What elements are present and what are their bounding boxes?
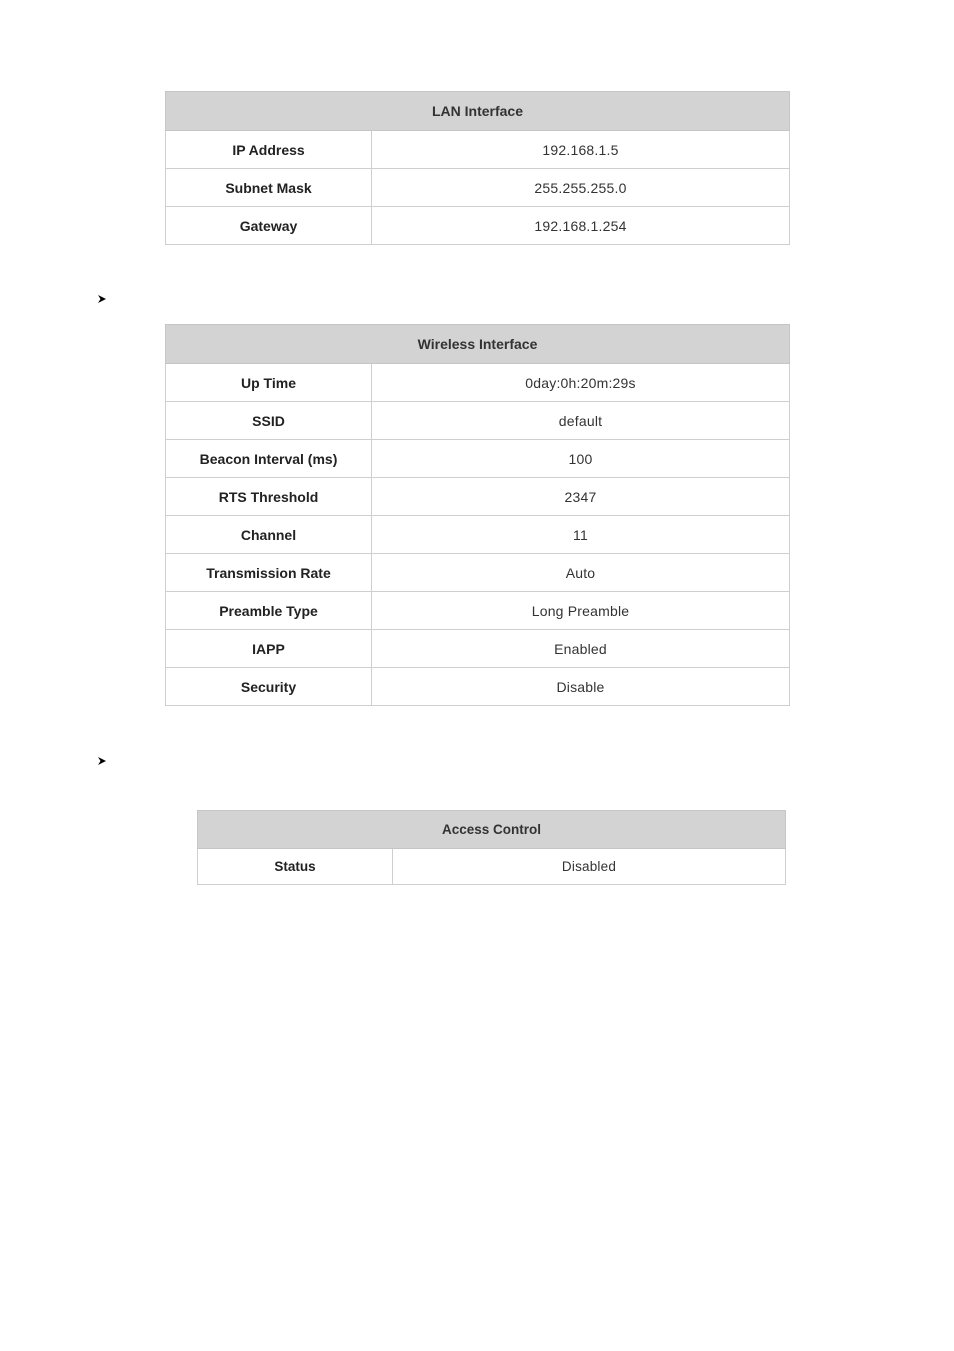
table-row	[166, 554, 790, 592]
lan-interface-table	[165, 91, 790, 245]
table-row	[166, 131, 790, 169]
ssid-value: default	[372, 402, 790, 440]
table-row	[166, 668, 790, 706]
security-value: Disable	[372, 668, 790, 706]
gateway-label: Gateway	[166, 207, 372, 245]
table-row	[166, 207, 790, 245]
ssid-label: SSID	[166, 402, 372, 440]
access-control-header-row	[198, 811, 786, 849]
iapp-label: IAPP	[166, 630, 372, 668]
beacon-interval-label: Beacon Interval (ms)	[166, 440, 372, 478]
lan-interface-title: LAN Interface	[166, 92, 790, 131]
table-row	[166, 478, 790, 516]
access-control-table	[197, 810, 786, 885]
lan-interface-header-row	[166, 92, 790, 131]
beacon-interval-value: 100	[372, 440, 790, 478]
table-row	[166, 364, 790, 402]
preamble-type-value: Long Preamble	[372, 592, 790, 630]
table-row	[166, 592, 790, 630]
rts-threshold-label: RTS Threshold	[166, 478, 372, 516]
wireless-interface-title: Wireless Interface	[166, 325, 790, 364]
channel-label: Channel	[166, 516, 372, 554]
table-row	[166, 440, 790, 478]
table-row	[166, 402, 790, 440]
arrowhead-bullet-icon	[96, 755, 108, 767]
security-label: Security	[166, 668, 372, 706]
wireless-interface-table	[165, 324, 790, 706]
up-time-label: Up Time	[166, 364, 372, 402]
rts-threshold-value: 2347	[372, 478, 790, 516]
transmission-rate-label: Transmission Rate	[166, 554, 372, 592]
status-label: Status	[198, 849, 393, 885]
arrowhead-bullet-icon	[96, 293, 108, 305]
subnet-mask-label: Subnet Mask	[166, 169, 372, 207]
status-value: Disabled	[393, 849, 786, 885]
transmission-rate-value: Auto	[372, 554, 790, 592]
iapp-value: Enabled	[372, 630, 790, 668]
gateway-value: 192.168.1.254	[372, 207, 790, 245]
ip-address-value: 192.168.1.5	[372, 131, 790, 169]
up-time-value: 0day:0h:20m:29s	[372, 364, 790, 402]
preamble-type-label: Preamble Type	[166, 592, 372, 630]
channel-value: 11	[372, 516, 790, 554]
table-row	[166, 516, 790, 554]
access-control-title: Access Control	[198, 811, 786, 849]
subnet-mask-value: 255.255.255.0	[372, 169, 790, 207]
ip-address-label: IP Address	[166, 131, 372, 169]
wireless-interface-header-row	[166, 325, 790, 364]
table-row	[198, 849, 786, 885]
table-row	[166, 169, 790, 207]
table-row	[166, 630, 790, 668]
